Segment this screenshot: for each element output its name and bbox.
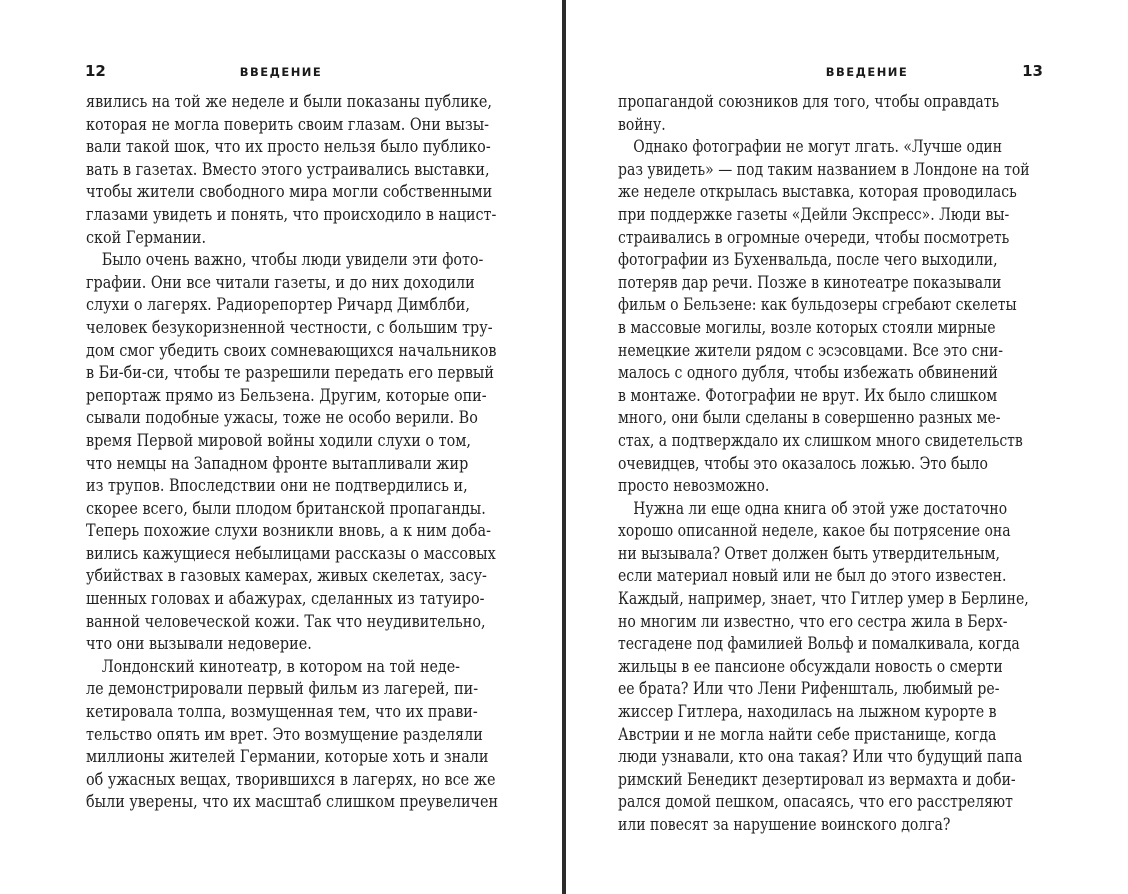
text-line: явились на той же неделе и были показаны публике, <box>86 92 492 111</box>
text-line: время Первой мировой войны ходили слухи о том, <box>86 430 471 450</box>
text-line: ее брата? Или что Лени Рифеншталь, любимый ре- <box>618 679 1000 699</box>
text-line: Однако фотографии не могут лгать. «Лучше один <box>633 137 1002 157</box>
text-line: глазами увидеть и понять, что происходило в нацист- <box>86 204 497 224</box>
text-line: много, они были сделаны в совершенно разных ме- <box>618 408 1001 428</box>
text-line: которая не могла поверить своим глазам. Они вызы- <box>86 114 490 134</box>
right-body-text <box>618 91 1100 837</box>
text-line: в монтаже. Фотографии не врут. Их было слишком <box>618 385 998 405</box>
text-line: из трупов. Впоследствии они не подтвердились и, <box>86 476 468 496</box>
text-line: тесгадене под фамилией Вольф и помалкивала, когда <box>618 634 1020 654</box>
text-line: потеряв дар речи. Позже в кинотеатре показывали <box>618 272 1002 292</box>
text-line: были уверены, что их масштаб слишком преувеличен <box>86 792 499 812</box>
text-line: жильцы в ее пансионе обсуждали новость о смерти <box>618 656 1003 676</box>
text-line: стах, а подтверждало их слишком много свидетельств <box>618 430 1023 450</box>
text-line: ле демонстрировали первый фильм из лагерей, пи- <box>86 679 479 699</box>
text-line: слухи о лагерях. Радиорепортер Ричард Димблби, <box>86 295 470 315</box>
right-page-number: 13 <box>1022 62 1043 80</box>
text-line: в Би-би-си, чтобы те разрешили передать его первый <box>86 363 494 383</box>
text-line: римский Бенедикт дезертировал из вермахта и доби- <box>618 769 1016 789</box>
right-page <box>566 0 1128 894</box>
text-line: ни вызывала? Ответ должен быть утвердительным, <box>618 543 1000 563</box>
text-line: что немцы на Западном фронте вытапливали жир <box>86 453 469 473</box>
text-line: же неделе открылась выставка, которая проводилась <box>618 182 1017 202</box>
text-line: кетировала толпа, возмущенная тем, что их прави- <box>86 702 478 722</box>
text-line: пропагандой союзников для того, чтобы оправдать <box>618 92 1000 111</box>
text-line: раз увидеть» — под таким названием в Лондоне на той <box>618 159 1030 179</box>
text-line: страивались в огромные очереди, чтобы посмотреть <box>618 227 1010 247</box>
text-line: малось с одного дубля, чтобы избежать обвинений <box>618 363 998 383</box>
text-line: войну. <box>618 114 666 134</box>
text-line: чтобы жители свободного мира могли собственными <box>86 182 493 202</box>
text-line: люди узнавали, кто она такая? Или что будущий папа <box>618 747 1023 767</box>
text-line: шенных головах и абажурах, сделанных из татуиро- <box>86 589 485 609</box>
text-line: при поддержке газеты «Дейли Экспресс». Люди вы- <box>618 204 1010 224</box>
text-line: репортаж прямо из Бельзена. Другим, которые опи- <box>86 385 487 405</box>
text-line: или повесят за нарушение воинского долга? <box>618 815 951 834</box>
text-line: просто невозможно. <box>618 476 770 496</box>
text-line: хорошо описанной неделе, какое бы потрясение она <box>618 521 1011 541</box>
right-running-head: ВВЕДЕНИЕ <box>825 65 909 79</box>
text-line: фильм о Бельзене: как бульдозеры сгребают скелеты <box>618 295 1017 315</box>
text-line: сывали подобные ужасы, тоже не особо верили. Во <box>86 408 478 428</box>
text-line: что они вызывали недоверие. <box>86 634 312 654</box>
text-line: если материал новый или не был до этого известен. <box>618 566 1007 586</box>
text-line: дом смог убедить своих сомневающихся начальников <box>86 340 497 360</box>
text-line: вать в газетах. Вместо этого устраивались выставки, <box>86 159 490 179</box>
text-line: ской Германии. <box>86 227 207 247</box>
text-line: человек безукоризненной честности, с большим тру- <box>86 317 493 337</box>
text-line: в массовые могилы, возле которых стояли мирные <box>618 317 996 337</box>
left-page <box>0 0 562 894</box>
text-line: убийствах в газовых камерах, живых скелетах, засу- <box>86 566 487 586</box>
text-line: вали такой шок, что их просто нельзя было публико- <box>86 137 491 157</box>
text-line: Каждый, например, знает, что Гитлер умер в Берлине, <box>618 589 1029 609</box>
text-line: жиссер Гитлера, находилась на лыжном курорте в <box>618 702 997 722</box>
text-line: об ужасных вещах, творившихся в лагерях, но все же <box>86 769 496 789</box>
text-line: скорее всего, были плодом британской пропаганды. <box>86 498 486 518</box>
text-line: очевидцев, чтобы это оказалось ложью. Это было <box>618 453 988 473</box>
text-line: Было очень важно, чтобы люди увидели эти фото- <box>101 250 484 270</box>
text-line: Лондонский кинотеатр, в котором на той неде- <box>101 656 461 676</box>
text-line: ванной человеческой кожи. Так что неудивительно, <box>86 611 486 631</box>
left-running-head: ВВЕДЕНИЕ <box>239 65 323 79</box>
text-line: Австрии и не могла найти себе пристанище, когда <box>618 724 997 744</box>
left-page-number: 12 <box>85 62 106 80</box>
text-line: немецкие жители рядом с эсэсовцами. Все это сни- <box>618 340 1004 360</box>
text-line: тельство опять им врет. Это возмущение разделяли <box>86 724 483 744</box>
text-line: вились кажущиеся небылицами рассказы о массовых <box>86 543 496 563</box>
text-line: рался домой пешком, опасаясь, что его расстреляют <box>618 792 1013 812</box>
text-line: Теперь похожие слухи возникли вновь, а к ним доба- <box>86 521 491 541</box>
text-line: фотографии из Бухенвальда, после чего выходили, <box>618 250 998 270</box>
text-line: миллионы жителей Германии, которые хоть и знали <box>86 747 489 767</box>
text-line: но многим ли известно, что его сестра жила в Берх- <box>618 611 1008 631</box>
text-line: графии. Они все читали газеты, и до них доходили <box>86 272 475 292</box>
text-line: Нужна ли еще одна книга об этой уже достаточно <box>633 498 1008 518</box>
left-body-text <box>86 91 556 814</box>
